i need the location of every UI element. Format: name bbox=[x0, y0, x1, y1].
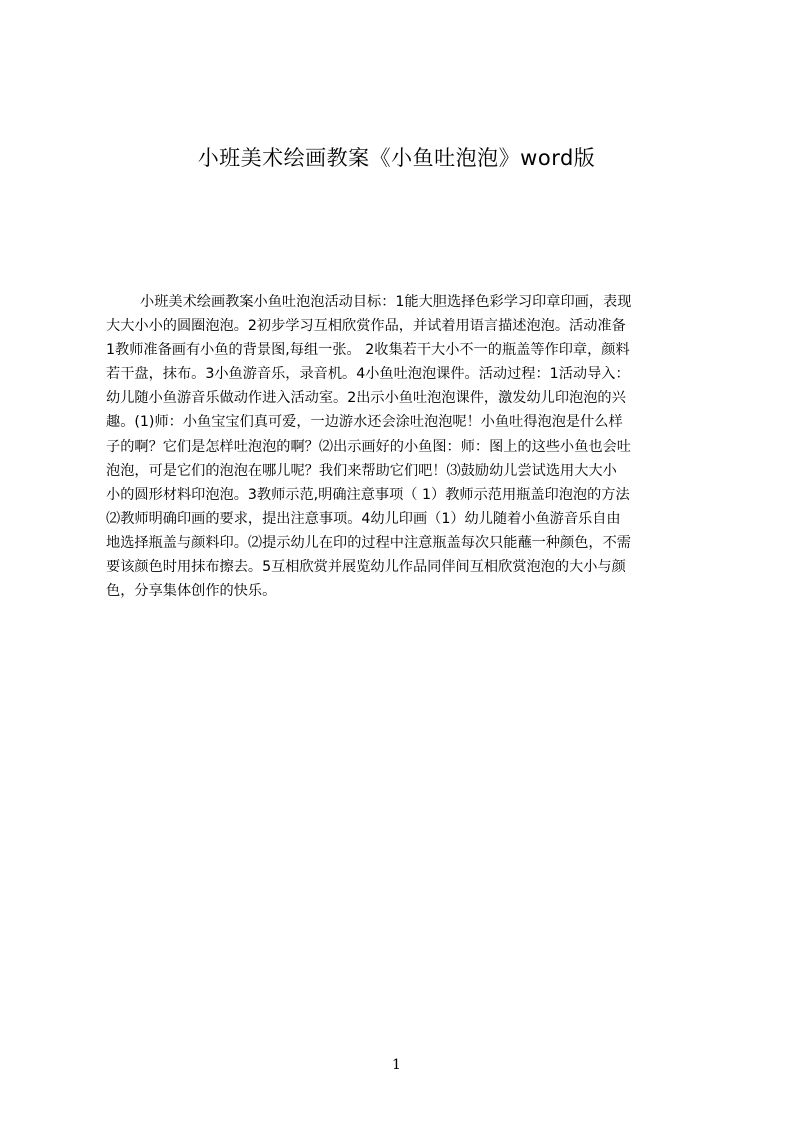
paragraph-line: 子的啊？它们是怎样吐泡泡的啊？⑵出示画好的小鱼图：师：图上的这些小鱼也会吐 bbox=[106, 438, 631, 455]
document-title: 小班美术绘画教案《小鱼吐泡泡》word版 bbox=[197, 146, 596, 170]
paragraph-line: 大大小小的圆圈泡泡。2初步学习互相欣赏作品，并试着用语言描述泡泡。活动准备 bbox=[106, 318, 626, 335]
paragraph-line: 地选择瓶盖与颜料印。⑵提示幼儿在印的过程中注意瓶盖每次只能蘸一种颜色，不需 bbox=[106, 534, 631, 551]
paragraph-line: 要该颜色时用抹布擦去。5互相欣赏并展览幼儿作品同伴间互相欣赏泡泡的大小与颜 bbox=[106, 559, 626, 576]
paragraph-line: 幼儿随小鱼游音乐做动作进入活动室。2出示小鱼吐泡泡课件，激发幼儿印泡泡的兴 bbox=[106, 390, 626, 407]
paragraph-line: 若干盘，抹布。3小鱼游音乐，录音机。4小鱼吐泡泡课件。活动过程：1活动导入： bbox=[106, 366, 630, 383]
body-paragraph bbox=[106, 290, 698, 635]
paragraph-line: 小班美术绘画教案小鱼吐泡泡活动目标：1能大胆选择色彩学习印章印画，表现 bbox=[140, 294, 632, 310]
page-number: 1 bbox=[392, 1057, 401, 1073]
paragraph-line: 1教师准备画有小鱼的背景图,每组一张。 2收集若干大小不一的瓶盖等作印章，颜料 bbox=[106, 342, 630, 359]
paragraph-line: 小的圆形材料印泡泡。3教师示范,明确注意事项（ 1）教师示范用瓶盖印泡泡的方法 bbox=[106, 486, 630, 503]
paragraph-line: 泡泡，可是它们的泡泡在哪儿呢？我们来帮助它们吧！⑶鼓励幼儿尝试选用大大小 bbox=[106, 462, 617, 479]
paragraph-line: 趣。(1)师：小鱼宝宝们真可爱，一边游水还会涂吐泡泡呢！小鱼吐得泡泡是什么样 bbox=[106, 414, 623, 431]
paragraph-line: 色，分享集体创作的快乐。 bbox=[106, 583, 277, 600]
paragraph-line: ⑵教师明确印画的要求，提出注意事项。4幼儿印画（1）幼儿随着小鱼游音乐自由 bbox=[106, 510, 621, 527]
